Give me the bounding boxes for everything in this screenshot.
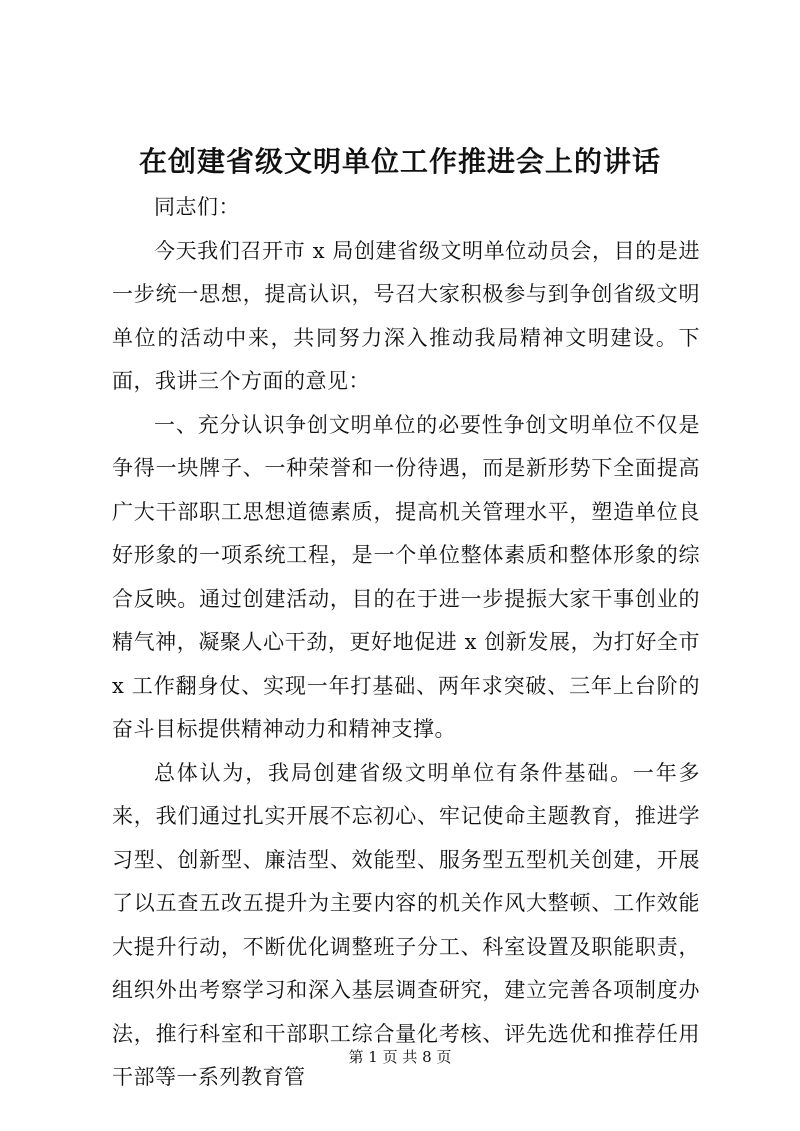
paragraph-intro: 今天我们召开市 x 局创建省级文明单位动员会，目的是进一步统一思想，提高认识，号召大家积极参与到争创省级文明单位的活动中来，共同努力深入推动我局精神文明建设。下面，我讲三个方面的意见： — [112, 238, 700, 393]
document-title: 在创建省级文明单位工作推进会上的讲话 — [138, 145, 661, 178]
document-body — [112, 186, 700, 1100]
paragraph-section-one: 一、充分认识争创文明单位的必要性争创文明单位不仅是争得一块牌子、一种荣誉和一份待遇，而是新形势下全面提高广大干部职工思想道德素质，提高机关管理水平，塑造单位良好形象的一项系统工程，是一个单位整体素质和整体形象的综合反映。通过创建活动，目的在于进一步提振大家干事创业的精气神，凝聚人心干劲，更好地促进 x 创新发展，为打好全市 x 工作翻身仗、实现一年打基础、两年求突破、三年上台阶的奋斗目标提供精神动力和精神支撑。 — [112, 412, 700, 741]
page-number-footer: 第 1 页 共 8 页 — [348, 1048, 452, 1066]
paragraph-greeting: 同志们： — [154, 195, 240, 219]
paragraph-overall: 总体认为，我局创建省级文明单位有条件基础。一年多来，我们通过扎实开展不忘初心、牢记使命主题教育，推进学习型、创新型、廉洁型、效能型、服务型五型机关创建，开展了以五查五改五提升为主要内容的机关作风大整顿、工作效能大提升行动，不断优化调整班子分工、科室设置及职能职责，组织外出考察学习和深入基层调查研究，建立完善各项制度办法，推行科室和干部职工综合量化考核、评先选优和推荐任用干部等一系列教育管 — [112, 760, 700, 1089]
